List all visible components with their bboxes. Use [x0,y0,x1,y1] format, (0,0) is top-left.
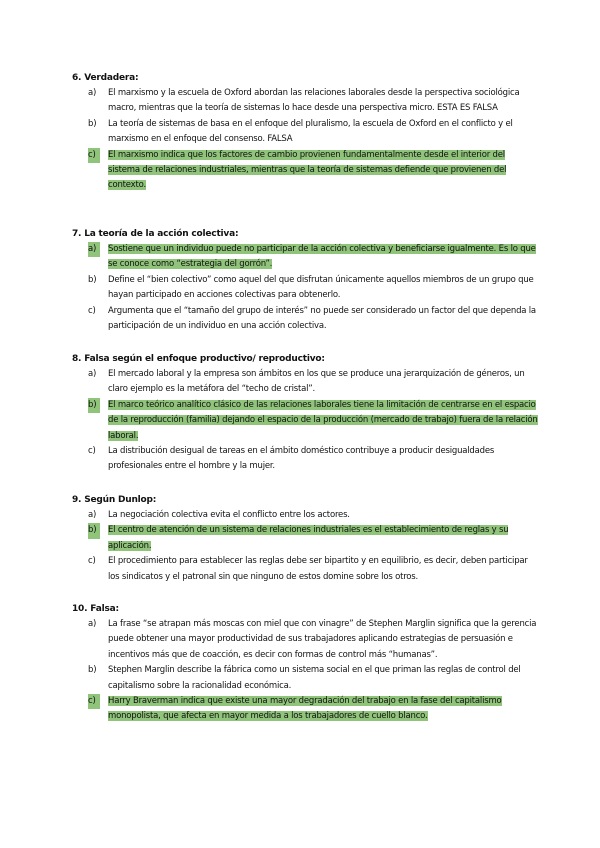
question-8 [72,352,542,475]
option-c [88,554,542,585]
option-text: Define el “bien colectivo” como aquel del que disfrutan únicamente aquellos miembros de un grupo que hayan participado en acciones colectivas para obtenerlo. [108,274,534,301]
option-b-highlighted [88,523,542,554]
option-text: El marco teórico analítico clásico de las relaciones laborales tiene la limitación de centrarse en el espacio de la reproducción (familia) dejando el espacio de la producción (mercado de trabajo) fuera de la relación laboral. [108,399,538,441]
option-text: Sostiene que un individuo puede no participar de la acción colectiva y beneficiarse igualmente. Es lo que se conoce como “estrategia del gorrón”. [108,244,536,270]
option-text: El marxismo indica que los factores de cambio provienen fundamentalmente desde el interior del sistema de relaciones industriales, mientras que la teoría de sistemas defiende que provienen del contexto. [108,149,507,191]
option-letter: b) [88,118,97,129]
option-letter: c) [88,556,96,567]
option-b [88,663,542,694]
question-title: 7. La teoría de la acción colectiva: [72,229,239,239]
option-c-highlighted [88,148,542,194]
option-a [88,86,542,117]
option-text: La frase “se atrapan más moscas con miel que con vinagre” de Stephen Marglin significa que la gerencia puede obtener una mayor productividad de sus trabajadores aplicando estrategias de persuasión e incentivos más que de coacción, es decir con formas de control más “humanas”. [108,619,537,660]
option-c-highlighted [88,694,542,725]
option-letter: b) [88,523,100,538]
question-title: 6. Verdadera: [72,73,139,83]
option-a-highlighted [88,242,542,273]
option-letter: a) [88,242,100,257]
option-b-highlighted [88,398,542,444]
option-letter: a) [88,369,97,379]
option-letter: a) [88,88,97,98]
question-title: 10. Falsa: [72,604,119,614]
question-title: 8. Falsa según el enfoque productivo/ reproductivo: [72,354,325,364]
option-letter: a) [88,619,97,629]
question-7 [72,227,542,334]
option-text: El mercado laboral y la empresa son ámbitos en los que se produce una jerarquización de géneros, un claro ejemplo es la metáfora del “techo de cristal”. [108,369,525,395]
question-6 [72,71,542,194]
option-text: Argumenta que el “tamaño del grupo de interés” no puede ser considerado un factor del que dependa la participación de un individuo en una acción colectiva. [108,305,536,332]
question-title: 9. Según Dunlop: [72,495,157,505]
option-text: Harry Braverman indica que existe una mayor degradación del trabajo en la fase del capitalismo monopolista, que afecta en mayor medida a los trabajadores de cuello blanco. [108,696,502,722]
option-a [88,617,542,663]
option-c [88,444,542,475]
option-text: La teoría de sistemas de basa en el enfoque del pluralismo, la escuela de Oxford en el conflicto y el marxismo en el enfoque del consenso. FALSA [108,118,513,145]
option-a [88,508,542,523]
option-text: El marxismo y la escuela de Oxford abordan las relaciones laborales desde la perspectiva sociológica macro, mientras que la teoría de sistemas lo hace desde una perspectiva micro. ESTA ES FALSA [108,88,520,114]
option-text: La negociación colectiva evita el conflicto entre los actores. [108,510,350,520]
option-a [88,367,542,398]
option-b [88,273,542,304]
option-letter: a) [88,510,97,520]
option-letter: b) [88,398,100,413]
option-letter: b) [88,274,97,285]
option-text: La distribución desigual de tareas en el ámbito doméstico contribuye a producir desigualdades profesionales entre el hombre y la mujer. [108,446,495,472]
question-9 [72,493,542,585]
option-text: Stephen Marglin describe la fábrica como un sistema social en el que priman las reglas de control del capitalismo sobre la racionalidad económica. [108,665,521,691]
option-letter: c) [88,148,100,163]
option-letter: c) [88,446,96,457]
option-c [88,304,542,335]
option-b [88,117,542,148]
option-letter: c) [88,694,100,709]
option-letter: b) [88,665,97,676]
option-text: El centro de atención de un sistema de relaciones industriales es el establecimiento de reglas y su aplicación. [108,525,509,551]
question-10 [72,602,542,725]
option-letter: c) [88,305,96,316]
option-text: El procedimiento para establecer las reglas debe ser bipartito y en equilibrio, es decir, deben participar los sindicatos y el patronal sin que ninguno de estos domine sobre los otros. [108,556,528,582]
